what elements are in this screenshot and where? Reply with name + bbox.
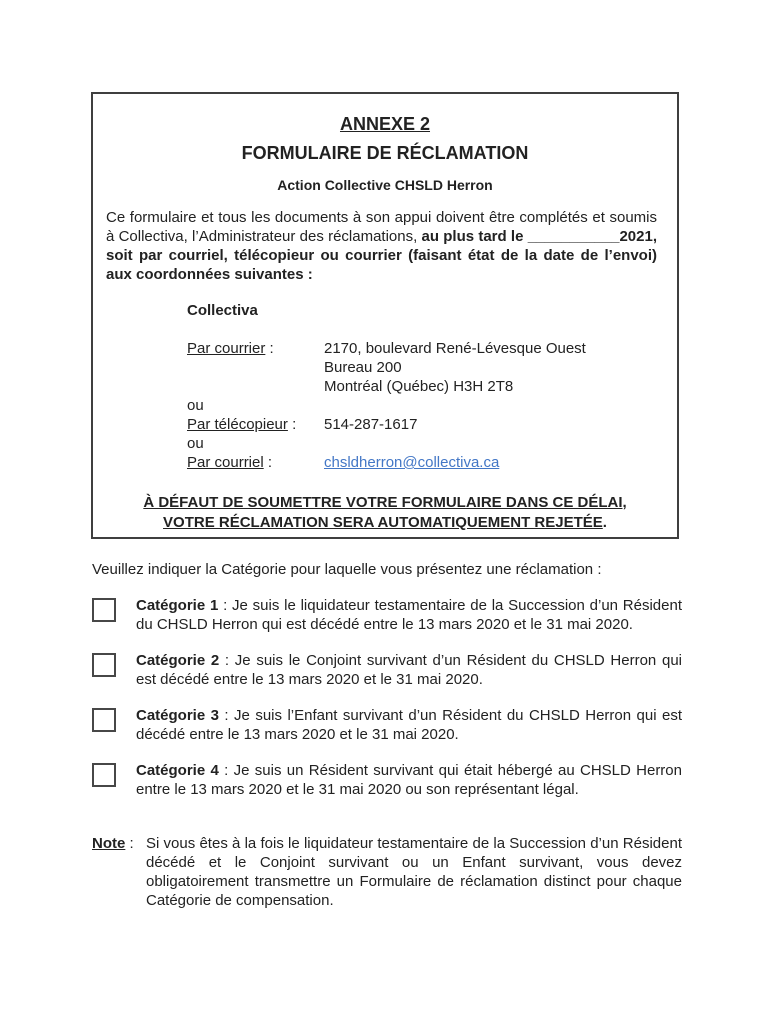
category-row-2 [92, 651, 682, 689]
subtitle: Action Collective CHSLD Herron [277, 177, 493, 193]
category-2-label: Catégorie 2 [136, 652, 220, 669]
warning-text [93, 493, 677, 533]
intro-bold-rest: 2021, soit par courriel, télécopieur ou courrier (faisant état de la date de l’envoi) aux coordonnées suivantes : [106, 228, 657, 283]
intro-bold-deadline: au plus tard le [421, 228, 528, 245]
category-3-checkbox[interactable] [92, 708, 116, 732]
fax-number: 514-287-1617 [324, 416, 418, 433]
category-row-3 [92, 706, 682, 744]
warning-line-2: VOTRE RÉCLAMATION SERA AUTOMATIQUEMENT REJETÉE [163, 514, 603, 531]
mail-label: Par courrier : [187, 340, 274, 357]
category-1-text: Catégorie 1 : Je suis le liquidateur testamentaire de la Succession d’un Résident du CHSLD Herron qui est décédé entre le 13 mars 2020 et le 31 mai 2020. [136, 597, 682, 633]
address-line-2: Bureau 200 [324, 359, 402, 376]
category-row-1 [92, 596, 682, 634]
contact-block [187, 301, 677, 472]
deadline-blank-field[interactable]: ___________ [527, 228, 620, 245]
mail-address [324, 339, 586, 396]
address-line-1: 2170, boulevard René-Lévesque Ouest [324, 340, 586, 357]
category-2-text: Catégorie 2 : Je suis le Conjoint survivant d’un Résident du CHSLD Herron qui est décédé entre le 13 mars 2020 et le 31 mai 2020. [136, 652, 682, 688]
mail-row [187, 339, 677, 396]
contact-name: Collectiva [187, 302, 258, 319]
fax-row [187, 415, 677, 434]
or-separator-1: ou [187, 397, 204, 414]
category-2-checkbox[interactable] [92, 653, 116, 677]
category-4-text: Catégorie 4 : Je suis un Résident survivant qui était hébergé au CHSLD Herron entre le 13 mars 2020 et le 31 mai 2020 ou son représentant légal. [136, 762, 682, 798]
fax-label: Par télécopieur : [187, 416, 297, 433]
header-box [91, 92, 679, 539]
or-separator-2: ou [187, 435, 204, 452]
email-label: Par courriel : [187, 454, 273, 471]
note-label: Note : [92, 835, 134, 852]
category-row-4 [92, 761, 682, 799]
intro-normal: Ce formulaire et tous les documents à son appui doivent être complétés et soumis à Collectiva, l’Administrateur des réclamations, [106, 209, 657, 245]
note-text: Si vous êtes à la fois le liquidateur testamentaire de la Succession d’un Résident décédé et le Conjoint survivant ou un Enfant survivant, vous devez obligatoirement transmettre un Formulaire de réclamation distinct pour chaque Catégorie de compensation. [146, 835, 682, 909]
category-prompt: Veuillez indiquer la Catégorie pour laquelle vous présentez une réclamation : [92, 561, 602, 578]
category-3-label: Catégorie 3 [136, 707, 219, 724]
category-1-checkbox[interactable] [92, 598, 116, 622]
annexe-title [93, 113, 677, 135]
category-1-label: Catégorie 1 [136, 597, 219, 614]
annexe-title-text: ANNEXE 2 [339, 114, 431, 134]
category-4-checkbox[interactable] [92, 763, 116, 787]
intro-paragraph [106, 208, 657, 284]
category-section [92, 560, 682, 910]
email-row [187, 453, 677, 472]
category-3-text: Catégorie 3 : Je suis l’Enfant survivant d’un Résident du CHSLD Herron qui est décédé entre le 13 mars 2020 et le 31 mai 2020. [136, 707, 683, 743]
form-title: FORMULAIRE DE RÉCLAMATION [241, 143, 529, 163]
category-4-label: Catégorie 4 [136, 762, 219, 779]
note-block [92, 834, 682, 910]
email-link[interactable]: chsldherron@collectiva.ca [324, 454, 500, 471]
warning-period: . [602, 514, 607, 531]
address-line-3: Montréal (Québec) H3H 2T8 [324, 378, 514, 395]
warning-line-1: À DÉFAUT DE SOUMETTRE VOTRE FORMULAIRE DANS CE DÉLAI, [143, 494, 627, 511]
